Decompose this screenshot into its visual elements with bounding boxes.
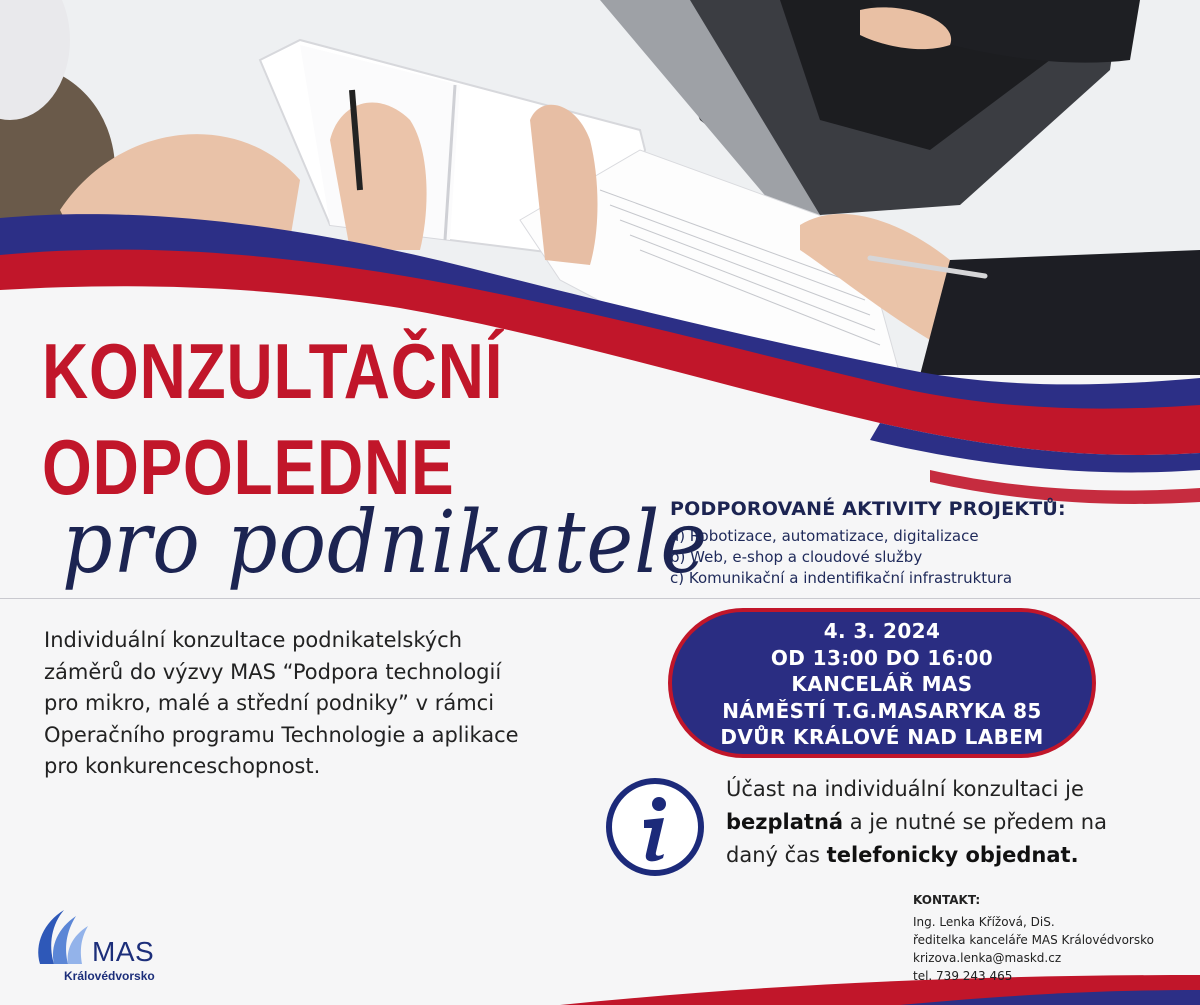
mas-logo [30, 904, 190, 984]
activity-item: c) Komunikační a indentifikační infrastruktura [670, 569, 1013, 587]
info-text-bold: bezplatná [726, 810, 844, 834]
contact-email[interactable]: krizova.lenka@maskd.cz [913, 951, 1062, 965]
title-line-1: KONZULTAČNÍ [42, 327, 504, 415]
contact-phone[interactable]: tel. 739 243 465 [913, 969, 1013, 983]
title-line-2: ODPOLEDNE [42, 423, 455, 511]
logo-name: MAS [92, 936, 155, 967]
divider [0, 598, 1200, 599]
info-text-part: Účast na individuální konzultaci je [726, 777, 1084, 801]
contact-section [913, 893, 1193, 985]
contact-name: Ing. Lenka Křížová, DiS. [913, 915, 1055, 929]
contact-role: ředitelka kanceláře MAS Královédvorsko [913, 933, 1154, 947]
activities-section [670, 498, 1110, 589]
contact-heading: KONTAKT: [913, 893, 981, 907]
info-text-bold: telefonicky objednat. [826, 843, 1079, 867]
info-circle-icon [604, 776, 706, 878]
activities-heading: PODPOROVANÉ AKTIVITY PROJEKTŮ: [670, 498, 1066, 520]
subtitle: pro podnikatele [62, 493, 709, 593]
activity-item: b) Web, e-shop a cloudové služby [670, 548, 923, 566]
intro-text: Individuální konzultace podnikatelských záměrů do výzvy MAS “Podpora technologií pro mikro, malé a střední podniky” v rámci Operačního programu Technologie a aplikace pro konkurenceschopnost. [44, 628, 519, 778]
event-details-box [668, 608, 1096, 758]
info-text-part: a je nutné se předem na daný čas [726, 810, 1107, 867]
info-text [726, 773, 1146, 872]
event-time: OD 13:00 DO 16:00 [770, 645, 994, 670]
event-street: NÁMĚSTÍ T.G.MASARYKA 85 [722, 698, 1042, 723]
activity-item: a) Robotizace, automatizace, digitalizace [670, 527, 979, 545]
logo-region: Královédvorsko [64, 969, 155, 983]
event-date: 4. 3. 2024 [823, 619, 941, 643]
event-city: DVŮR KRÁLOVÉ NAD LABEM [720, 725, 1044, 749]
event-place: KANCELÁŘ MAS [791, 672, 973, 696]
logo-swoosh-icon [30, 904, 100, 974]
